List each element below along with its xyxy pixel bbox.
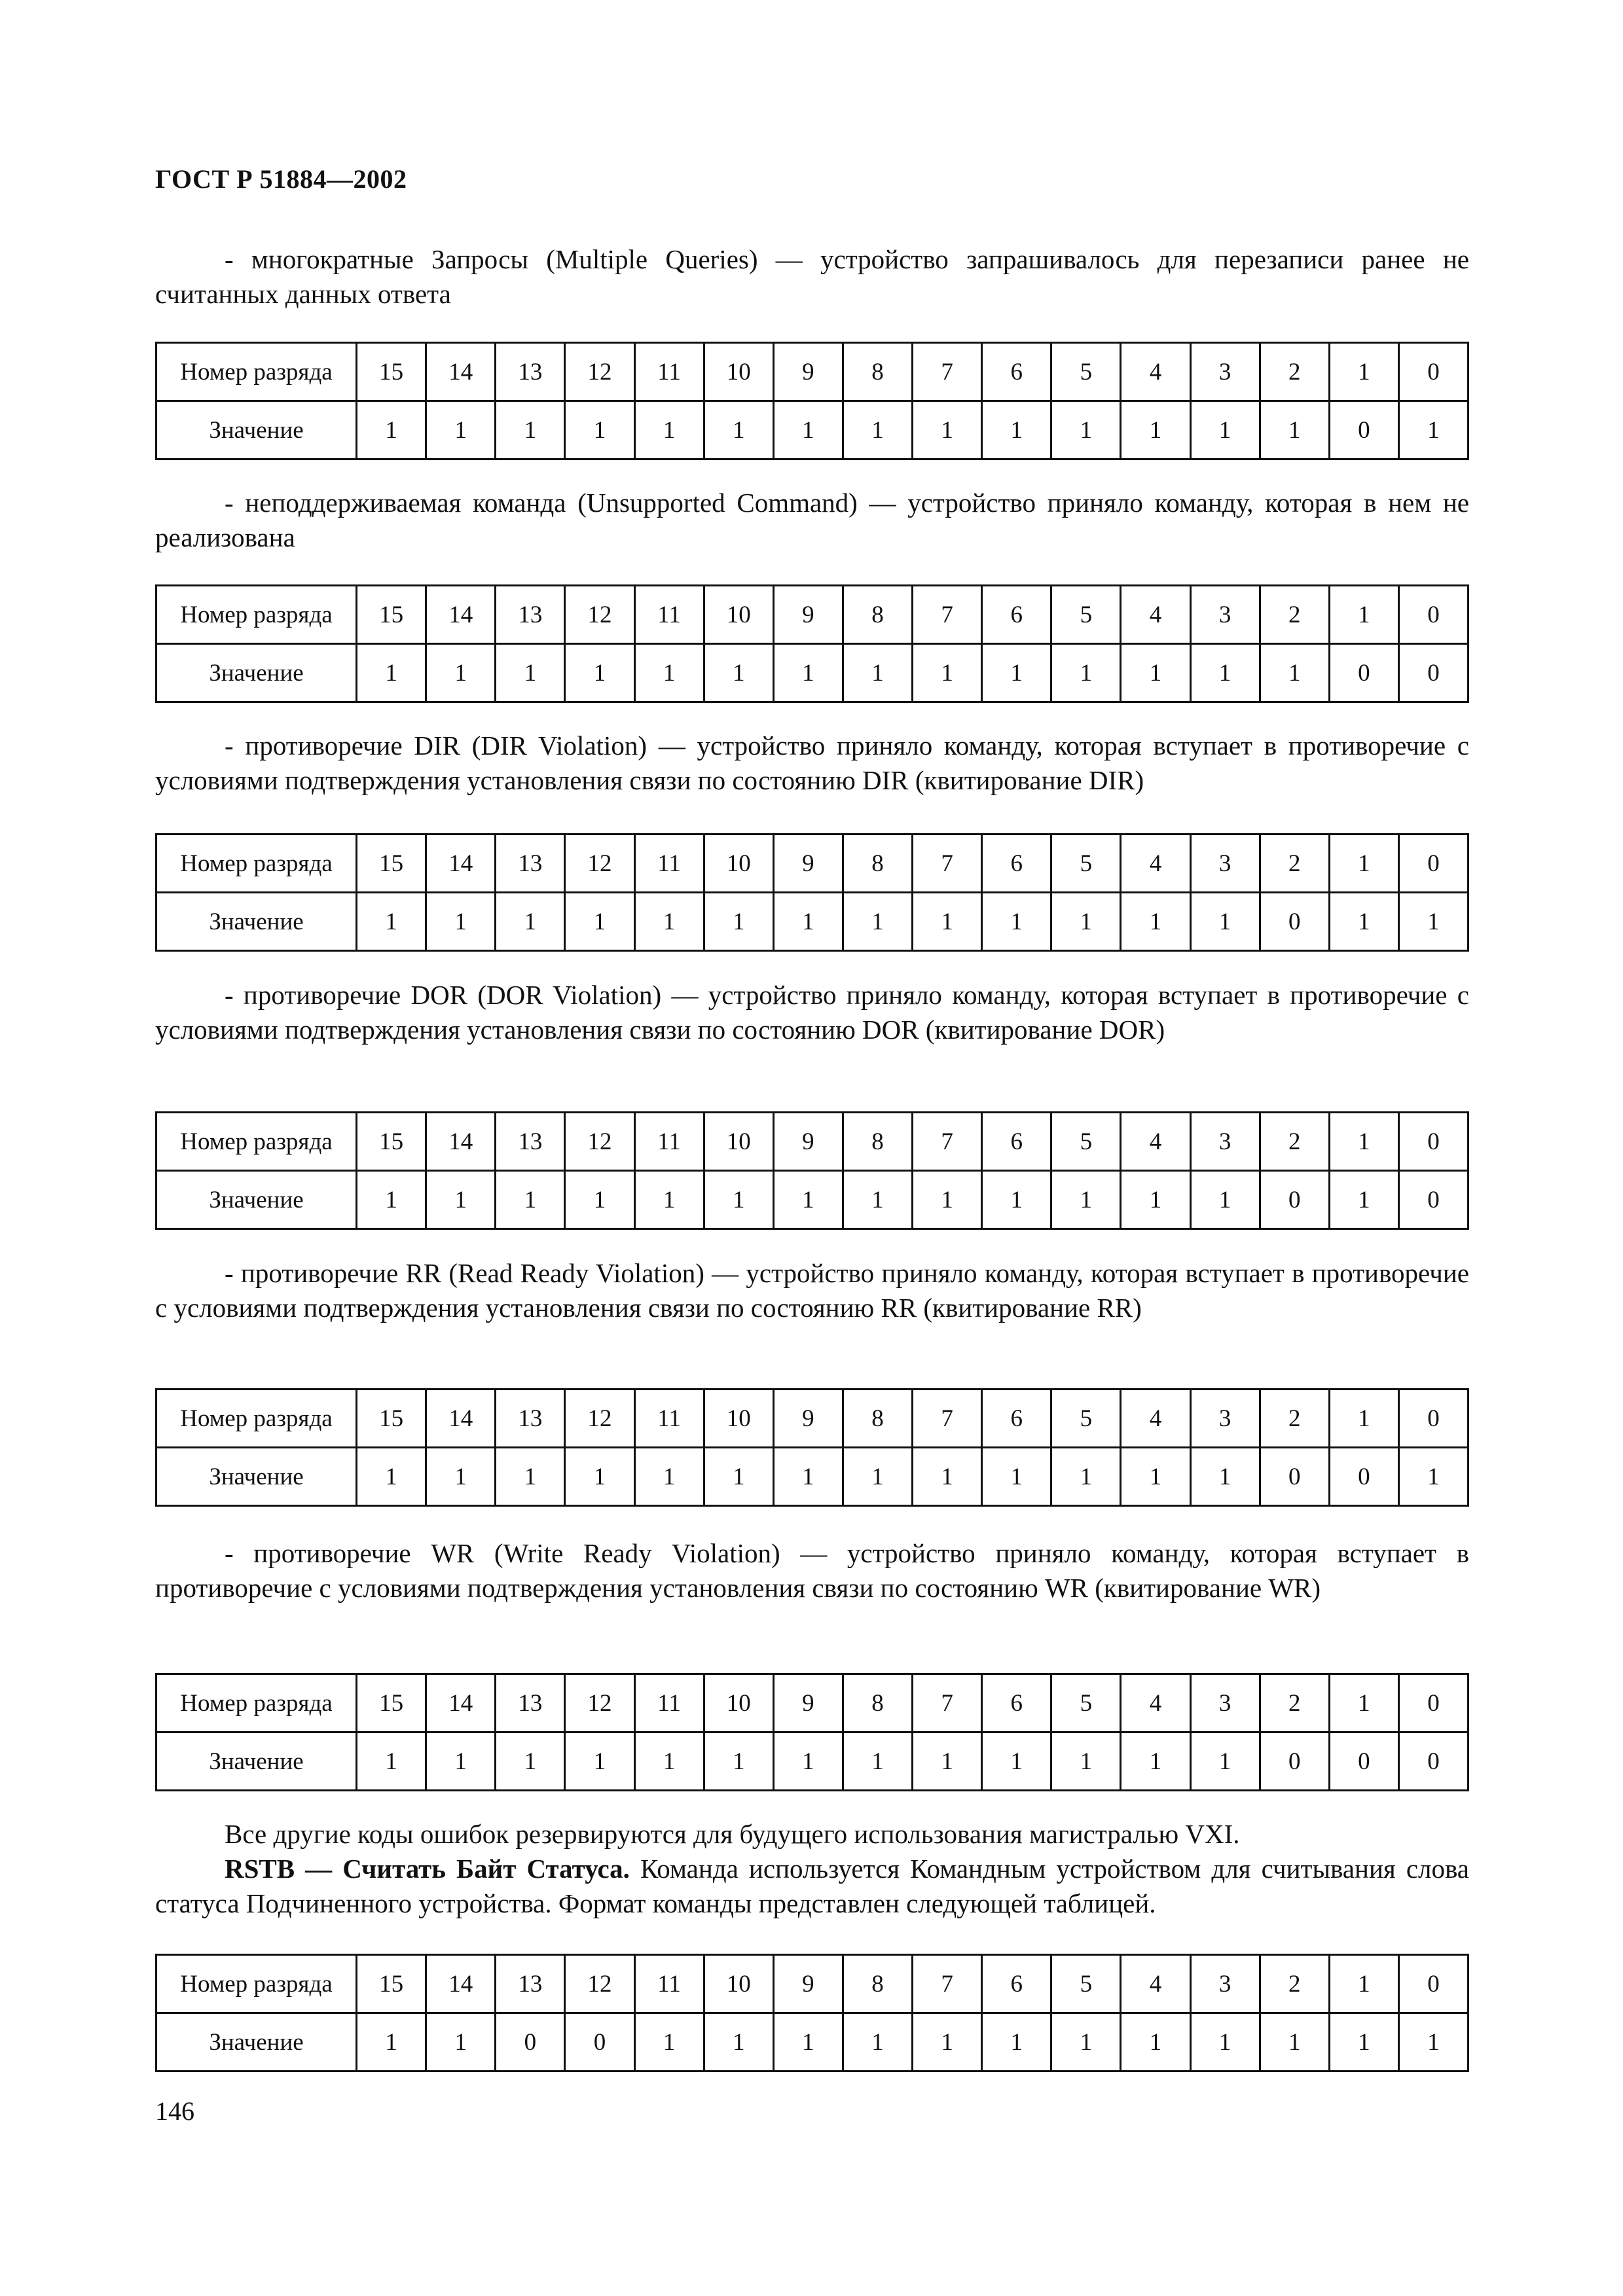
bit-number-cell: 13 (496, 834, 565, 893)
bit-number-cell: 2 (1260, 1390, 1329, 1448)
bit-number-cell: 7 (913, 1113, 982, 1171)
bit-number-cell: 0 (1398, 834, 1468, 893)
bit-value-cell: 0 (1260, 1732, 1329, 1791)
bit-value-cell: 1 (1260, 2013, 1329, 2072)
bit-value-cell: 1 (1190, 1732, 1260, 1791)
bit-number-cell: 3 (1190, 834, 1260, 893)
bit-value-cell: 1 (1121, 401, 1190, 459)
bit-value-cell: 1 (565, 644, 634, 702)
bit-value-cell: 1 (1190, 893, 1260, 951)
bit-number-cell: 10 (704, 1390, 773, 1448)
value-row (156, 644, 1468, 702)
bit-number-cell: 1 (1329, 1390, 1398, 1448)
bit-number-cell: 10 (704, 834, 773, 893)
bit-number-cell: 4 (1121, 1674, 1190, 1732)
bit-number-cell: 11 (634, 343, 704, 401)
bit-value-cell: 1 (773, 893, 843, 951)
value-row (156, 2013, 1468, 2072)
bit-number-row (156, 586, 1468, 644)
bit-number-cell: 14 (426, 1955, 496, 2013)
bit-number-cell: 4 (1121, 1955, 1190, 2013)
bit-number-row (156, 1113, 1468, 1171)
bit-value-cell: 1 (704, 644, 773, 702)
bit-value-cell: 1 (357, 1171, 426, 1229)
bit-value-cell: 1 (704, 1171, 773, 1229)
row-label: Значение (156, 1448, 357, 1506)
row-label: Номер разряда (156, 1955, 357, 2013)
bit-value-cell: 1 (634, 893, 704, 951)
bit-value-cell: 1 (1329, 1171, 1398, 1229)
bit-number-cell: 4 (1121, 1113, 1190, 1171)
bit-number-cell: 12 (565, 1674, 634, 1732)
bit-value-cell: 1 (843, 1732, 912, 1791)
bit-number-cell: 0 (1398, 1390, 1468, 1448)
bit-table-wr-violation (155, 1673, 1469, 1791)
bit-value-cell: 1 (496, 893, 565, 951)
bit-value-cell: 1 (982, 893, 1051, 951)
bit-number-cell: 0 (1398, 1674, 1468, 1732)
bit-value-cell: 1 (357, 1732, 426, 1791)
bit-value-cell: 1 (982, 644, 1051, 702)
bit-number-cell: 9 (773, 1674, 843, 1732)
bit-value-cell: 1 (1190, 401, 1260, 459)
bit-number-cell: 14 (426, 834, 496, 893)
bit-value-cell: 1 (982, 1732, 1051, 1791)
bit-number-cell: 12 (565, 1955, 634, 2013)
bit-number-cell: 11 (634, 1113, 704, 1171)
bit-value-cell: 1 (843, 2013, 912, 2072)
bit-value-cell: 1 (982, 401, 1051, 459)
bit-number-cell: 15 (357, 1113, 426, 1171)
rstb-term: RSTB — Считать Байт Статуса. (225, 1854, 630, 1884)
bit-number-cell: 15 (357, 1955, 426, 2013)
bit-number-cell: 14 (426, 1390, 496, 1448)
bit-value-cell: 0 (1260, 1171, 1329, 1229)
bit-number-cell: 2 (1260, 834, 1329, 893)
bit-value-cell: 1 (1051, 893, 1121, 951)
value-row (156, 1448, 1468, 1506)
bit-value-cell: 1 (426, 893, 496, 951)
value-row (156, 893, 1468, 951)
bit-value-cell: 0 (1329, 644, 1398, 702)
bit-number-cell: 8 (843, 586, 912, 644)
bit-number-cell: 12 (565, 586, 634, 644)
bit-value-cell: 1 (496, 1171, 565, 1229)
row-label: Значение (156, 644, 357, 702)
row-label: Значение (156, 1171, 357, 1229)
section-text-unsupported-command: - неподдерживаемая команда (Unsupported Command) — устройство приняло команду, которая в нем не реализована (155, 488, 1469, 552)
bit-number-cell: 7 (913, 1390, 982, 1448)
bit-value-cell: 1 (634, 1732, 704, 1791)
bit-number-row (156, 834, 1468, 893)
bit-value-cell: 1 (913, 1448, 982, 1506)
bit-number-cell: 6 (982, 1674, 1051, 1732)
bit-value-cell: 1 (1398, 1448, 1468, 1506)
bit-value-cell: 1 (1329, 893, 1398, 951)
bit-value-cell: 1 (704, 1448, 773, 1506)
bit-value-cell: 0 (1260, 893, 1329, 951)
bit-number-cell: 1 (1329, 1955, 1398, 2013)
bit-value-cell: 1 (1121, 1448, 1190, 1506)
bit-value-cell: 1 (704, 2013, 773, 2072)
bit-number-cell: 3 (1190, 1113, 1260, 1171)
bit-value-cell: 1 (1329, 2013, 1398, 2072)
bit-number-row (156, 1674, 1468, 1732)
bit-number-cell: 4 (1121, 343, 1190, 401)
bit-value-cell: 1 (1121, 2013, 1190, 2072)
bit-number-cell: 6 (982, 834, 1051, 893)
bit-value-cell: 1 (634, 644, 704, 702)
bit-number-cell: 9 (773, 586, 843, 644)
bit-value-cell: 1 (357, 401, 426, 459)
bit-number-cell: 14 (426, 1674, 496, 1732)
bit-value-cell: 0 (1329, 1732, 1398, 1791)
row-label: Номер разряда (156, 1113, 357, 1171)
section-text-multiple-queries: - многократные Запросы (Multiple Queries) — устройство запрашивалось для перезаписи ранее не считанных данных ответа (155, 244, 1469, 309)
bit-value-cell: 0 (1260, 1448, 1329, 1506)
bit-number-cell: 1 (1329, 1113, 1398, 1171)
bit-number-cell: 3 (1190, 1955, 1260, 2013)
bit-value-cell: 1 (357, 893, 426, 951)
bit-value-cell: 1 (704, 1732, 773, 1791)
rstb-description: Команда используется Командным устройством для считывания слова статуса Подчиненного устройства. Формат команды представлен следующей таблицей. (155, 1854, 1469, 1918)
bit-value-cell: 1 (634, 1448, 704, 1506)
bit-value-cell: 1 (1051, 1448, 1121, 1506)
bit-number-cell: 2 (1260, 343, 1329, 401)
bit-number-cell: 6 (982, 1955, 1051, 2013)
bit-number-cell: 13 (496, 343, 565, 401)
bit-table-unsupported-command (155, 584, 1469, 703)
row-label: Значение (156, 1732, 357, 1791)
bit-value-cell: 1 (357, 644, 426, 702)
bit-number-cell: 10 (704, 1674, 773, 1732)
bit-number-row (156, 343, 1468, 401)
bit-number-cell: 1 (1329, 834, 1398, 893)
bit-number-cell: 3 (1190, 343, 1260, 401)
section-text-rr-violation: - противоречие RR (Read Ready Violation) — устройство приняло команду, которая вступает в противоречие с условиями подтверждения установления связи по состоянию RR (квитирование RR) (155, 1258, 1469, 1323)
bit-value-cell: 1 (426, 644, 496, 702)
reserved-note-text: Все другие коды ошибок резервируются для будущего использования магистралью VXI. (225, 1819, 1240, 1849)
bit-value-cell: 1 (634, 401, 704, 459)
bit-number-cell: 13 (496, 586, 565, 644)
bit-value-cell: 1 (704, 401, 773, 459)
bit-number-cell: 7 (913, 1674, 982, 1732)
row-label: Номер разряда (156, 1390, 357, 1448)
bit-number-cell: 9 (773, 343, 843, 401)
value-row (156, 1732, 1468, 1791)
bit-number-cell: 6 (982, 586, 1051, 644)
row-label: Номер разряда (156, 343, 357, 401)
bit-value-cell: 1 (843, 1448, 912, 1506)
bit-number-cell: 8 (843, 834, 912, 893)
bit-number-cell: 13 (496, 1955, 565, 2013)
bit-value-cell: 1 (1190, 1448, 1260, 1506)
bit-value-cell: 1 (773, 644, 843, 702)
bit-value-cell: 0 (565, 2013, 634, 2072)
bit-value-cell: 1 (634, 1171, 704, 1229)
bit-value-cell: 1 (565, 893, 634, 951)
bit-number-cell: 8 (843, 1113, 912, 1171)
bit-value-cell: 0 (1329, 1448, 1398, 1506)
bit-number-cell: 10 (704, 586, 773, 644)
bit-number-cell: 3 (1190, 1674, 1260, 1732)
bit-value-cell: 1 (565, 1171, 634, 1229)
bit-table-rstb (155, 1954, 1469, 2072)
bit-number-row (156, 1955, 1468, 2013)
bit-number-cell: 5 (1051, 1113, 1121, 1171)
bit-value-cell: 1 (1121, 644, 1190, 702)
bit-number-cell: 7 (913, 834, 982, 893)
bit-value-cell: 1 (773, 1171, 843, 1229)
bit-number-cell: 9 (773, 1390, 843, 1448)
bit-value-cell: 1 (565, 401, 634, 459)
bit-number-cell: 6 (982, 1390, 1051, 1448)
bit-number-cell: 7 (913, 586, 982, 644)
bit-value-cell: 1 (1398, 2013, 1468, 2072)
bit-value-cell: 1 (426, 1171, 496, 1229)
bit-number-cell: 15 (357, 1390, 426, 1448)
value-row (156, 401, 1468, 459)
row-label: Номер разряда (156, 586, 357, 644)
bit-number-cell: 5 (1051, 1674, 1121, 1732)
bit-number-row (156, 1390, 1468, 1448)
bit-value-cell: 1 (634, 2013, 704, 2072)
bit-value-cell: 1 (982, 2013, 1051, 2072)
bit-value-cell: 1 (565, 1732, 634, 1791)
bit-value-cell: 1 (843, 401, 912, 459)
bit-number-cell: 2 (1260, 1674, 1329, 1732)
value-row (156, 1171, 1468, 1229)
bit-number-cell: 9 (773, 1955, 843, 2013)
bit-value-cell: 1 (913, 1171, 982, 1229)
bit-number-cell: 0 (1398, 1955, 1468, 2013)
bit-number-cell: 8 (843, 1390, 912, 1448)
bit-value-cell: 1 (1051, 644, 1121, 702)
bit-number-cell: 5 (1051, 1390, 1121, 1448)
bit-value-cell: 1 (1190, 2013, 1260, 2072)
bit-value-cell: 1 (357, 1448, 426, 1506)
bit-number-cell: 13 (496, 1390, 565, 1448)
bit-number-cell: 3 (1190, 586, 1260, 644)
bit-value-cell: 0 (496, 2013, 565, 2072)
page-number: 146 (155, 2096, 194, 2126)
bit-number-cell: 14 (426, 343, 496, 401)
bit-number-cell: 0 (1398, 1113, 1468, 1171)
bit-value-cell: 1 (913, 2013, 982, 2072)
bit-value-cell: 1 (1260, 644, 1329, 702)
bit-number-cell: 6 (982, 1113, 1051, 1171)
bit-number-cell: 4 (1121, 834, 1190, 893)
row-label: Значение (156, 401, 357, 459)
bit-number-cell: 10 (704, 343, 773, 401)
bit-number-cell: 1 (1329, 1674, 1398, 1732)
bit-value-cell: 1 (496, 1448, 565, 1506)
bit-number-cell: 10 (704, 1955, 773, 2013)
section-text-dor-violation: - противоречие DOR (DOR Violation) — устройство приняло команду, которая вступает в противоречие с условиями подтверждения установления связи по состоянию DOR (квитирование DOR) (155, 980, 1469, 1045)
bit-number-cell: 15 (357, 834, 426, 893)
bit-number-cell: 15 (357, 343, 426, 401)
rstb-definition (155, 1852, 1469, 1921)
bit-value-cell: 1 (982, 1448, 1051, 1506)
bit-table-rr-violation (155, 1388, 1469, 1507)
bit-value-cell: 1 (1051, 2013, 1121, 2072)
document-header: ГОСТ Р 51884—2002 (155, 164, 407, 194)
bit-value-cell: 1 (843, 893, 912, 951)
bit-number-cell: 11 (634, 1390, 704, 1448)
bit-value-cell: 1 (426, 1732, 496, 1791)
bit-number-cell: 2 (1260, 1955, 1329, 2013)
bit-value-cell: 1 (1121, 1171, 1190, 1229)
bit-value-cell: 1 (704, 893, 773, 951)
bit-number-cell: 11 (634, 1955, 704, 2013)
bit-value-cell: 1 (496, 1732, 565, 1791)
row-label: Номер разряда (156, 834, 357, 893)
bit-value-cell: 1 (1398, 401, 1468, 459)
bit-number-cell: 6 (982, 343, 1051, 401)
bit-value-cell: 1 (426, 401, 496, 459)
bit-value-cell: 1 (913, 893, 982, 951)
bit-value-cell: 1 (496, 401, 565, 459)
bit-value-cell: 1 (1398, 893, 1468, 951)
section-text-dir-violation: - противоречие DIR (DIR Violation) — устройство приняло команду, которая вступает в противоречие с условиями подтверждения установления связи по состоянию DIR (квитирование DIR) (155, 730, 1469, 795)
bit-value-cell: 1 (1260, 401, 1329, 459)
bit-number-cell: 12 (565, 834, 634, 893)
bit-number-cell: 9 (773, 834, 843, 893)
bit-table-dir-violation (155, 833, 1469, 952)
bit-number-cell: 3 (1190, 1390, 1260, 1448)
bit-value-cell: 1 (357, 2013, 426, 2072)
bit-value-cell: 1 (426, 2013, 496, 2072)
bit-number-cell: 4 (1121, 586, 1190, 644)
bit-number-cell: 7 (913, 1955, 982, 2013)
bit-value-cell: 1 (1190, 1171, 1260, 1229)
bit-number-cell: 12 (565, 1390, 634, 1448)
bit-number-cell: 4 (1121, 1390, 1190, 1448)
bit-table-dor-violation (155, 1111, 1469, 1230)
bit-number-cell: 14 (426, 586, 496, 644)
bit-number-cell: 12 (565, 1113, 634, 1171)
row-label: Значение (156, 893, 357, 951)
bit-number-cell: 2 (1260, 1113, 1329, 1171)
bit-number-cell: 8 (843, 343, 912, 401)
bit-number-cell: 8 (843, 1674, 912, 1732)
section-text-wr-violation: - противоречие WR (Write Ready Violation) — устройство приняло команду, которая вступает в противоречие с условиями подтверждения установления связи по состоянию WR (квитирование WR) (155, 1538, 1469, 1603)
bit-number-cell: 13 (496, 1113, 565, 1171)
bit-value-cell: 1 (496, 644, 565, 702)
bit-value-cell: 0 (1398, 1732, 1468, 1791)
bit-number-cell: 9 (773, 1113, 843, 1171)
bit-value-cell: 1 (843, 1171, 912, 1229)
bit-number-cell: 11 (634, 834, 704, 893)
bit-value-cell: 0 (1398, 1171, 1468, 1229)
bit-number-cell: 0 (1398, 586, 1468, 644)
bit-value-cell: 1 (913, 1732, 982, 1791)
bit-number-cell: 10 (704, 1113, 773, 1171)
bit-number-cell: 8 (843, 1955, 912, 2013)
bit-value-cell: 1 (982, 1171, 1051, 1229)
bit-value-cell: 1 (1051, 1732, 1121, 1791)
bit-value-cell: 1 (773, 401, 843, 459)
bit-number-cell: 15 (357, 586, 426, 644)
bit-value-cell: 1 (773, 2013, 843, 2072)
bit-value-cell: 1 (1051, 1171, 1121, 1229)
bit-value-cell: 1 (773, 1732, 843, 1791)
bit-value-cell: 1 (1051, 401, 1121, 459)
bit-value-cell: 1 (426, 1448, 496, 1506)
bit-number-cell: 1 (1329, 586, 1398, 644)
bit-number-cell: 15 (357, 1674, 426, 1732)
bit-table-multiple-queries (155, 342, 1469, 460)
bit-number-cell: 1 (1329, 343, 1398, 401)
bit-value-cell: 0 (1398, 644, 1468, 702)
bit-number-cell: 7 (913, 343, 982, 401)
bit-number-cell: 5 (1051, 343, 1121, 401)
bit-number-cell: 13 (496, 1674, 565, 1732)
bit-number-cell: 11 (634, 1674, 704, 1732)
bit-number-cell: 12 (565, 343, 634, 401)
row-label: Номер разряда (156, 1674, 357, 1732)
reserved-codes-note (155, 1817, 1469, 1852)
bit-value-cell: 1 (843, 644, 912, 702)
bit-value-cell: 1 (773, 1448, 843, 1506)
bit-number-cell: 5 (1051, 1955, 1121, 2013)
bit-number-cell: 5 (1051, 586, 1121, 644)
bit-value-cell: 1 (1121, 893, 1190, 951)
row-label: Значение (156, 2013, 357, 2072)
bit-number-cell: 2 (1260, 586, 1329, 644)
bit-value-cell: 0 (1329, 401, 1398, 459)
bit-number-cell: 14 (426, 1113, 496, 1171)
bit-number-cell: 11 (634, 586, 704, 644)
bit-value-cell: 1 (565, 1448, 634, 1506)
bit-value-cell: 1 (1190, 644, 1260, 702)
bit-value-cell: 1 (913, 401, 982, 459)
bit-number-cell: 0 (1398, 343, 1468, 401)
bit-value-cell: 1 (1121, 1732, 1190, 1791)
bit-value-cell: 1 (913, 644, 982, 702)
bit-number-cell: 5 (1051, 834, 1121, 893)
